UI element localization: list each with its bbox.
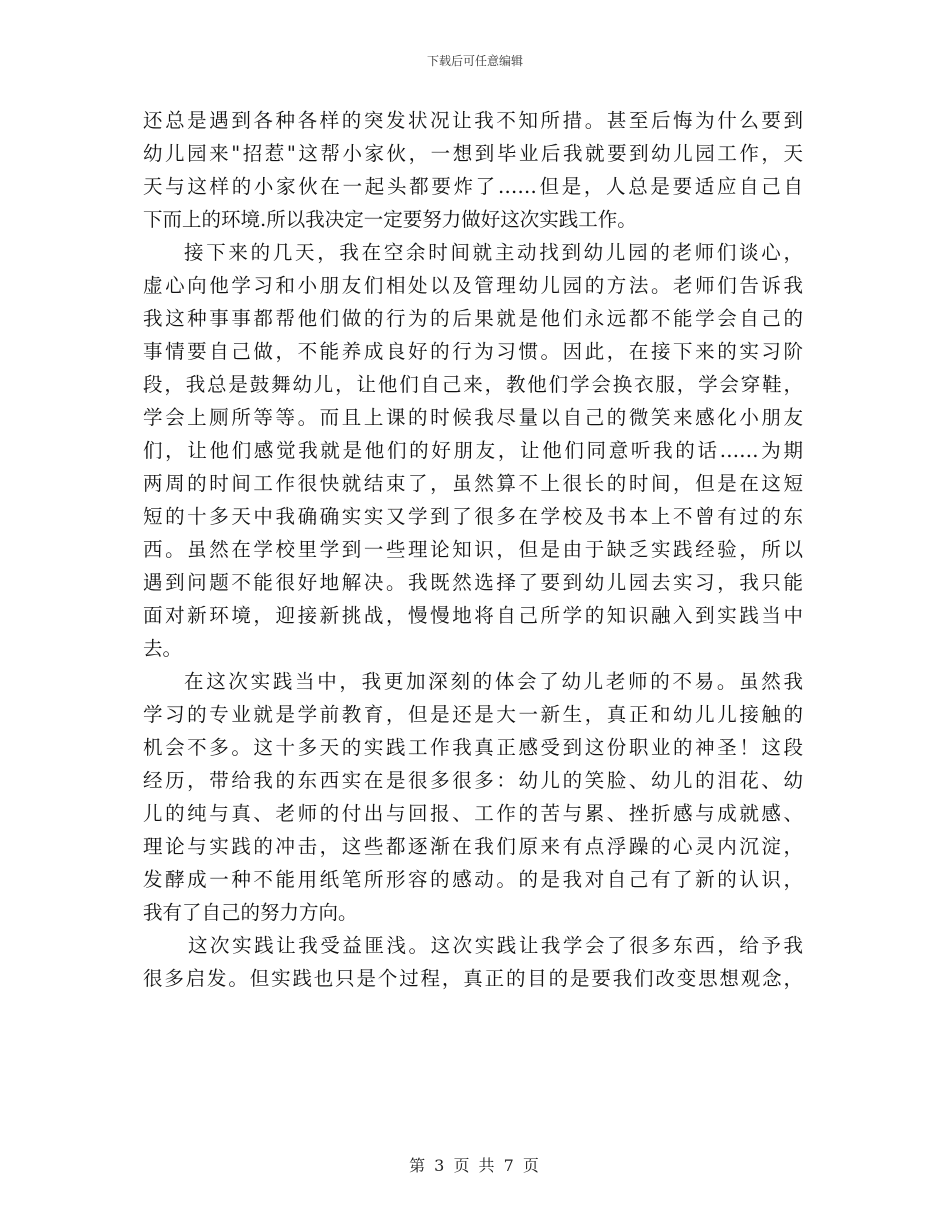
text-line: 理论与实践的冲击，这些都逐渐在我们原来有点浮躁的心灵内沉淀， <box>143 835 803 858</box>
text-line: 我有了自己的努力方向。 <box>143 901 358 924</box>
text-line: 发酵成一种不能用纸笔所形容的感动。的是我对自己有了新的认识， <box>143 868 803 891</box>
text-line: 接下来的几天，我在空余时间就主动找到幼儿园的老师们谈心， <box>184 241 803 264</box>
text-line: 在这次实践当中，我更加深刻的体会了幼儿老师的不易。虽然我 <box>184 670 803 693</box>
text-line: 幼儿园来"招惹"这帮小家伙，一想到毕业后我就要到幼儿园工作，天 <box>143 142 803 165</box>
text-line: 学会上厕所等等。而且上课的时候我尽量以自己的微笑来感化小朋友 <box>143 406 803 429</box>
text-line: 很多启发。但实践也只是个过程，真正的目的是要我们改变思想观念， <box>143 967 803 990</box>
text-line: 经历，带给我的东西实在是很多很多：幼儿的笑脸、幼儿的泪花、幼 <box>143 769 803 792</box>
text-line: 面对新环境，迎接新挑战，慢慢地将自己所学的知识融入到实践当中 <box>143 604 803 627</box>
text-line: 还总是遇到各种各样的突发状况让我不知所措。甚至后悔为什么要到 <box>143 109 803 132</box>
text-line: 我这种事事都帮他们做的行为的后果就是他们永远都不能学会自己的 <box>143 307 803 330</box>
text-line: 机会不多。这十多天的实践工作我真正感受到这份职业的神圣！这段 <box>143 736 803 759</box>
text-line: 西。虽然在学校里学到一些理论知识，但是由于缺乏实践经验，所以 <box>143 538 803 561</box>
text-line: 虚心向他学习和小朋友们相处以及管理幼儿园的方法。老师们告诉我 <box>143 274 803 297</box>
text-line: 段，我总是鼓舞幼儿，让他们自己来，教他们学会换衣服，学会穿鞋， <box>143 373 803 396</box>
text-line: 两周的时间工作很快就结束了，虽然算不上很长的时间，但是在这短 <box>143 472 803 495</box>
text-line: 们，让他们感觉我就是他们的好朋友，让他们同意听我的话……为期 <box>143 439 803 462</box>
text-line: 短的十多天中我确确实实又学到了很多在学校及书本上不曾有过的东 <box>143 505 803 528</box>
text-line: 儿的纯与真、老师的付出与回报、工作的苦与累、挫折感与成就感、 <box>143 802 803 825</box>
text-line: 去。 <box>143 637 183 660</box>
text-line: 事情要自己做，不能养成良好的行为习惯。因此，在接下来的实习阶 <box>143 340 803 363</box>
text-line: 天与这样的小家伙在一起头都要炸了……但是，人总是要适应自己自 <box>143 175 803 198</box>
text-line: 下而上的环境.所以我决定一定要努力做好这次实践工作。 <box>143 208 637 231</box>
page-number: 第 3 页 共 7 页 <box>409 1156 541 1175</box>
text-line: 这次实践让我受益匪浅。这次实践让我学会了很多东西，给予我 <box>188 934 803 957</box>
text-line: 遇到问题不能很好地解决。我既然选择了要到幼儿园去实习，我只能 <box>143 571 803 594</box>
text-line: 学习的专业就是学前教育，但是还是大一新生，真正和幼儿儿接触的 <box>143 703 803 726</box>
page-header: 下载后可任意编辑 <box>426 54 523 68</box>
